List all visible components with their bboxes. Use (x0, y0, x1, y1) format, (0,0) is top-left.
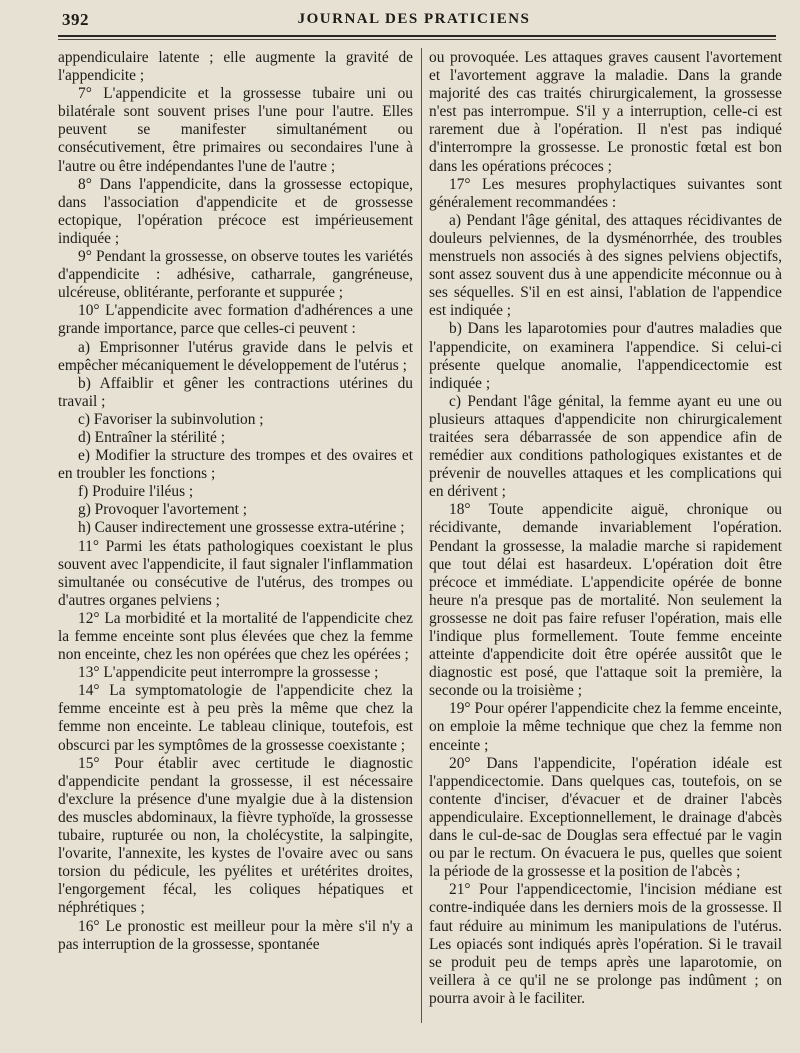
paragraph: 14° La symptomatologie de l'appendicite chez la femme enceinte est à peu près la même que chez la femme non enceinte. Le tableau clinique, toutefois, est obscurci par les symptômes de la grossesse coexistante ; (58, 682, 413, 754)
paragraph: ou provoquée. Les attaques graves causent l'avortement et l'avortement aggrave la maladie. Dans la grande majorité des cas traités chirurgicalement, la grossesse n'est pas interrompue. S'il y a interruption, celle-ci est rarement due à l'opération. Il n'est pas indiqué d'interrompre la grossesse. Le pronostic fœtal est bon dans les opérations précoces ; (429, 49, 782, 175)
paragraph: f) Produire l'iléus ; (78, 483, 194, 501)
paragraph: g) Provoquer l'avortement ; (78, 501, 248, 519)
paragraph: b) Affaiblir et gêner les contractions utérines du travail ; (58, 374, 413, 410)
paragraph: 13° L'appendicite peut interrompre la grossesse ; (78, 664, 379, 682)
paragraph: 20° Dans l'appendicite, l'opération idéale est l'appendicectomie. Dans quelques cas, toutefois, on se contente d'inciser, d'évacuer et de drainer l'abcès appendiculaire. Exceptionnellement, le drainage d'abcès dans le cul-de-sac de Douglas sera effectué par le vagin ou par le rectum. On évacuera le pus, quelles que soient la période de la grossesse et la position de l'abcès ; (429, 754, 782, 881)
paragraph: 11° Parmi les états pathologiques coexistant le plus souvent avec l'appendicite, il faut signaler l'inflammation simultanée ou consécutive de l'utérus, des trompes ou d'autres organes pelviens ; (58, 537, 413, 609)
paragraph: h) Causer indirectement une grossesse extra-utérine ; (78, 519, 405, 537)
column-divider (421, 48, 422, 1023)
paragraph: a) Pendant l'âge génital, des attaques récidivantes de douleurs pelviennes, de la dysménorrhée, des troubles menstruels non associés à des signes pelviens objectifs, sont assez souvent dus à une appendicite méconnue ou à ses séquelles. S'il en est ainsi, l'ablation de l'appendice est indiquée ; (429, 211, 782, 320)
paragraph: b) Dans les laparotomies pour d'autres maladies que l'appendicite, on examinera l'appendice. Si celui-ci présente quelque anomalie, l'appendicectomie est indiquée ; (429, 320, 782, 392)
paragraph: e) Modifier la structure des trompes et des ovaires et en troubler les fonctions ; (58, 447, 413, 483)
paragraph: 7° L'appendicite et la grossesse tubaire uni ou bilatérale sont souvent prises l'une pour l'autre. Elles peuvent se manifester simultanément ou consécutivement, être primaires ou secondaires l'une à l'autre ou être indépendantes l'une de l'autre ; (58, 85, 413, 175)
paragraph: 8° Dans l'appendicite, dans la grossesse ectopique, dans l'association d'appendicite et de grossesse ectopique, l'opération précoce est impérieusement indiquée ; (58, 175, 413, 247)
paragraph: 18° Toute appendicite aiguë, chronique ou récidivante, demande invariablement l'opération. Pendant la grossesse, la maladie marche si rapidement que tout délai est hasardeux. L'opération doit être précoce et immédiate. L'appendicite opérée de bonne heure n'a presque pas de mortalité. Non seulement la grossesse ne doit pas faire refuser l'opération, mais elle l'indique plus formellement. Toute femme enceinte atteinte d'appendicite doit être opérée aussitôt que le diagnostic est posé, que l'attaque soit la première, la seconde ou la troisième ; (429, 501, 782, 700)
journal-title: JOURNAL DES PRATICIENS (297, 11, 531, 27)
paragraph: 16° Le pronostic est meilleur pour la mère s'il n'y a pas interruption de la grossesse, spontanée (58, 917, 413, 953)
header-rule (58, 35, 776, 37)
paragraph: 19° Pour opérer l'appendicite chez la femme enceinte, on emploie la même technique que chez la femme non enceinte ; (429, 700, 782, 754)
paragraph: 21° Pour l'appendicectomie, l'incision médiane est contre-indiquée dans les derniers mois de la grossesse. Il faut réduire au minimum les manipulations de l'utérus. Les opiacés sont indiqués après l'opération. Si le travail se produit peu de temps après une laparotomie, on veillera à ce qu'il ne se prolonge pas indûment ; on pourra avoir à le faciliter. (429, 881, 782, 1007)
page-header (58, 6, 770, 32)
paragraph: 9° Pendant la grossesse, on observe toutes les variétés d'appendicite : adhésive, catharrale, gangréneuse, ulcéreuse, oblitérante, perforante et suppurée ; (58, 248, 413, 302)
paragraph: appendiculaire latente ; elle augmente la gravité de l'appendicite ; (58, 49, 413, 85)
page-number: 392 (62, 10, 89, 29)
right-column (429, 49, 782, 1008)
paragraph: 12° La morbidité et la mortalité de l'appendicite chez la femme enceinte sont plus élevées que chez la femme non enceinte, chez les non opérées que chez les opérées ; (58, 609, 413, 664)
paragraph: 15° Pour établir avec certitude le diagnostic d'appendicite pendant la grossesse, il est nécessaire d'exclure la présence d'une myalgie due à la distension des muscles abdominaux, la fièvre typhoïde, la grossesse tubaire, rupturée ou non, la cholécystite, la salpingite, l'ovarite, l'annexite, les kystes de l'ovaire avec ou sans torsion du pédicule, les pyélites et urétérites droites, l'engorgement fécal, les coliques hépatiques et néphrétiques ; (58, 754, 413, 917)
paragraph: 10° L'appendicite avec formation d'adhérences a une grande importance, parce que celles-ci peuvent : (58, 302, 413, 338)
paragraph: a) Emprisonner l'utérus gravide dans le pelvis et empêcher mécaniquement le développement de l'utérus ; (58, 338, 413, 374)
paragraph: c) Pendant l'âge génital, la femme ayant eu une ou plusieurs attaques d'appendicite non chirurgicalement traitées sera débarrassée de son appendice afin de remédier aux conditions pathologiques existantes et de prévenir de nouvelles attaques et les complications qui en dérivent ; (429, 392, 782, 501)
paragraph: d) Entraîner la stérilité ; (78, 428, 226, 446)
paragraph: c) Favoriser la subinvolution ; (78, 410, 264, 428)
paragraph: 17° Les mesures prophylactiques suivantes sont généralement recommandées : (429, 175, 782, 211)
header-rule-thin (58, 39, 776, 40)
left-column (58, 49, 413, 954)
